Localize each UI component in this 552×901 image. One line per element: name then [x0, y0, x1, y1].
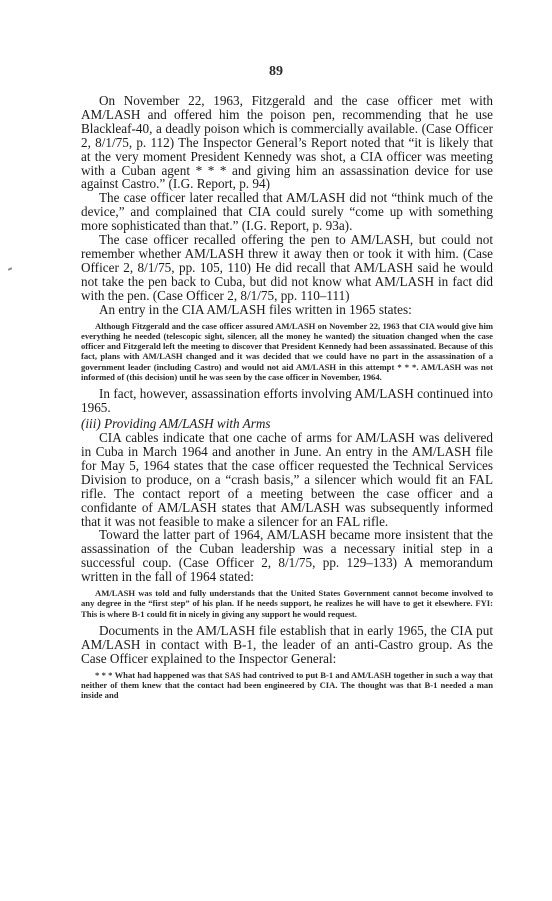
body-paragraph: The case officer later recalled that AM/LASH did not “think much of the device,” and complained that CIA could surely “come up with something more sophisticated than that.” (I.G. Report, p. 93a).	[81, 190, 493, 234]
document-body	[81, 94, 493, 706]
body-paragraph: CIA cables indicate that one cache of arms for AM/LASH was delivered in Cuba in March 1964 and another in June. An entry in the AM/LASH file for May 5, 1964 states that the case officer requested the Technical Services Division to produce, on a “crash basis,” a silencer which would fit an FAL rifle. The contact report of a meeting between the case officer and a confidante of AM/LASH states that AM/LASH was subsequently informed that it was not feasible to make a silencer for an FAL rifle.	[81, 430, 493, 529]
block-quote: AM/LASH was told and fully understands that the United States Government cannot become involved to any degree in the “first step” of his plan. If he needs support, he realizes he will have to get it elsewhere. FYI: This is where B-1 could fit in nicely in giving any support he would request.	[81, 588, 493, 619]
section-heading: (iii) Providing AM/LASH with Arms	[81, 416, 271, 432]
block-quote: * * * What had happened was that SAS had contrived to put B-1 and AM/LASH together in such a way that neither of them knew that the contact had been engineered by CIA. The thought was that B-1 needed a man inside and	[81, 669, 493, 701]
body-paragraph: An entry in the CIA AM/LASH files written in 1965 states:	[99, 301, 412, 317]
body-paragraph: On November 22, 1963, Fitzgerald and the case officer met with AM/LASH and offered him the poison pen, recommending that he use Blackleaf-40, a deadly poison which is commercially available. (Case Officer 2, 8/1/75, p. 112) The Inspector General’s Report noted that “it is likely that at the very moment President Kennedy was shot, a CIA officer was meeting with a Cuban agent * * * and giving him an assassination device for use against Castro.” (I.G. Report, p. 94)	[81, 93, 493, 192]
stray-mark	[8, 267, 12, 271]
body-paragraph: Documents in the AM/LASH file establish that in early 1965, the CIA put AM/LASH in contact with B-1, the leader of an anti-Castro group. As the Case Officer explained to the Inspector General:	[81, 622, 493, 666]
page-number: 89	[269, 64, 283, 79]
body-paragraph: In fact, however, assassination efforts involving AM/LASH continued into 1965.	[81, 386, 493, 416]
body-paragraph: Toward the latter part of 1964, AM/LASH became more insistent that the assassination of the Cuban leadership was a necessary initial step in a successful coup. (Case Officer 2, 8/1/75, pp. 129–133) A memorandum written in the fall of 1964 stated:	[81, 527, 493, 585]
block-quote: Although Fitzgerald and the case officer assured AM/LASH on November 22, 1963 that CIA would give him everything he needed (telescopic sight, silencer, all the money he wanted) the situation changed when the case officer and Fitzgerald left the meeting to discover that President Kennedy had been assassinated. Because of this fact, plans with AM/LASH changed and it was decided that we could have no part in the assassination of a government leader (including Castro) and would not aid AM/LASH in this attempt * * *. AM/LASH was not informed of (this decision) until he was seen by the case officer in November, 1964.	[81, 320, 493, 382]
body-paragraph: The case officer recalled offering the pen to AM/LASH, but could not remember whether AM/LASH threw it away then or took it with him. (Case Officer 2, 8/1/75, pp. 105, 110) He did recall that AM/LASH said he would not take the pen back to Cuba, but did not know what AM/LASH in fact did with the pen. (Case Officer 2, 8/1/75, pp. 110–111)	[81, 232, 493, 303]
